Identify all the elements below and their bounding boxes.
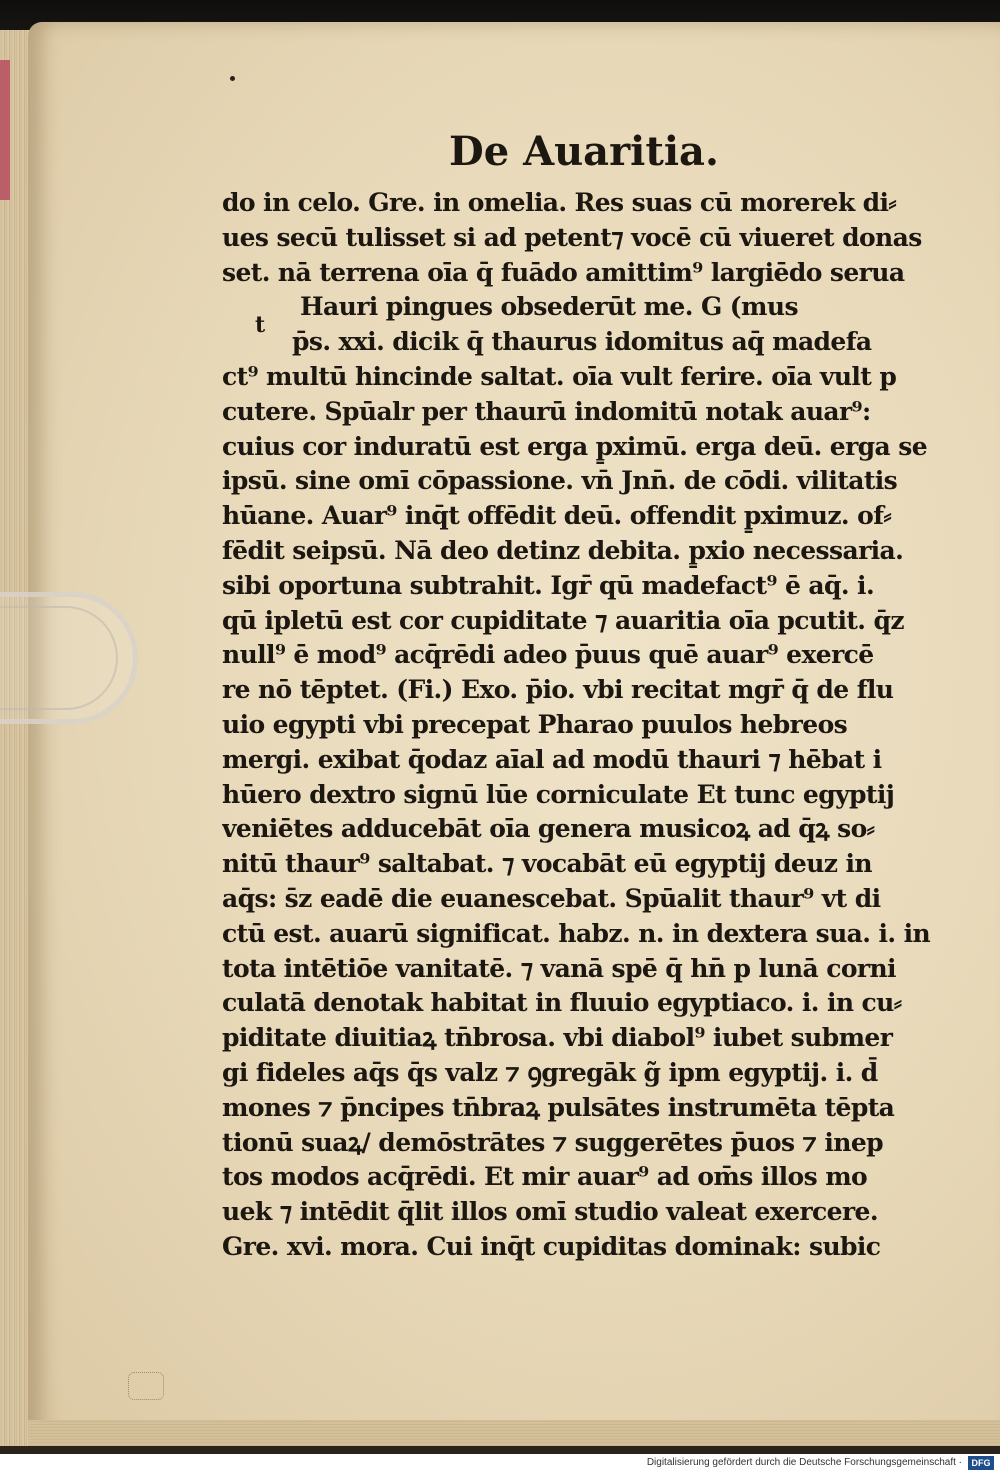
text-line: cuius cor induratū est erga p̱ximū. erga deū. erga se — [222, 431, 928, 461]
footer-credit: Digitalisierung gefördert durch die Deutsche Forschungsgemeinschaft · — [646, 1457, 962, 1468]
text-line: fēdit seipsū. Nā deo detinz debita. p̱xio necessaria. — [222, 535, 904, 565]
page-heading: De Auaritia. — [449, 128, 719, 175]
text-line: set. nā terrena oīa q̄ fuādo amittim⁹ largiēdo serua — [222, 257, 905, 287]
red-page-edge — [0, 60, 10, 200]
text-line: ues secū tulisset si ad petent⁊ vocē cū viueret donas — [222, 222, 922, 252]
text-line: aq̄s: s̄z eadē die euanescebat. Spūalit thaur⁹ vt di — [222, 883, 881, 913]
page-smudge — [128, 1372, 164, 1400]
text-line: qū ipletū est cor cupiditate ⁊ auaritia oīa pcutit. q̄z — [222, 605, 904, 635]
text-line: tota intētiōe vanitatē. ⁊ vanā spē q̄ hn̄ p lunā corni — [222, 953, 896, 983]
text-line: do in celo. Gre. in omelia. Res suas cū morerek di⸗ — [222, 188, 897, 217]
text-line: piditate diuitiaꝝ tn̄brosa. vbi diabol⁹ iubet submer — [222, 1023, 893, 1053]
text-line: gi fideles aq̄s q̄s valz ⁊ ꝯgregāk g̃ ipm egyptij. i. d̄ — [222, 1057, 878, 1087]
dfg-logo: DFG — [968, 1456, 994, 1470]
bottom-page-edges — [28, 1420, 1000, 1446]
text-line: mergi. exibat q̄odaz aīal ad modū thauri ⁊ hēbat i — [222, 744, 882, 774]
ink-dot — [230, 76, 235, 81]
text-line: hūane. Auar⁹ inq̄t offēdit deū. offendit p̱ximuz. of⸗ — [222, 501, 892, 531]
text-line: tos modos acq̄rēdi. Et mir auar⁹ ad om̄s illos mo — [222, 1162, 868, 1192]
text-line: nitū thaur⁹ saltabat. ⁊ vocabāt eū egyptij deuz in — [222, 849, 872, 879]
text-line: Gre. xvi. mora. Cui inq̄t cupiditas dominak: subic — [222, 1231, 881, 1261]
body-text — [222, 186, 942, 1265]
text-line: cutere. Spūalr per thaurū indomitū notak auar⁹: — [222, 396, 871, 426]
text-line: sibi oportuna subtrahit. Igr̄ qū madefact⁹ ē aq̄. i. — [222, 570, 875, 600]
text-line: mones ⁊ p̄ncipes tn̄braꝝ pulsātes instrumēta tēpta — [222, 1092, 895, 1122]
text-line: uio egypti vbi precepat Pharao puulos hebreos — [222, 709, 848, 739]
text-line: tionū suaꝝ/ demōstrātes ⁊ suggerētes p̄uos ⁊ inep — [222, 1127, 884, 1157]
text-line: veniētes adducebāt oīa genera musicoꝝ ad q̄ꝝ so⸗ — [222, 814, 875, 844]
text-line: ctū est. auarū significat. habz. n. in dextera sua. i. in — [222, 918, 931, 948]
margin-letter: t — [255, 312, 266, 338]
paper-clip-inner — [0, 606, 118, 710]
bottom-shadow — [0, 1446, 1000, 1454]
text-line: culatā denotak habitat in fluuio egyptiaco. i. in cu⸗ — [222, 988, 902, 1018]
text-line: uek ⁊ intēdit q̄lit illos omī studio valeat exercere. — [222, 1197, 878, 1227]
text-line: p̄s. xxi. dicik q̄ thaurus idomitus aq̄ madefa — [292, 327, 872, 357]
text-line: ipsū. sine omī cōpassione. vn̄ Jnn̄. de cōdi. vilitatis — [222, 466, 898, 496]
text-line: ct⁹ multū hincinde saltat. oīa vult ferire. oīa vult p — [222, 361, 897, 391]
text-line: hūero dextro signū lūe corniculate Et tunc egyptij — [222, 779, 895, 809]
text-line: null⁹ ē mod⁹ acq̄rēdi adeo p̄uus quē auar⁹ exercē — [222, 640, 874, 670]
text-line: Hauri pingues obsederūt me. G (mus — [300, 292, 798, 322]
text-line: re nō tēptet. (Fi.) Exo. p̄io. vbi recitat mgr̄ q̄ de flu — [222, 675, 894, 705]
